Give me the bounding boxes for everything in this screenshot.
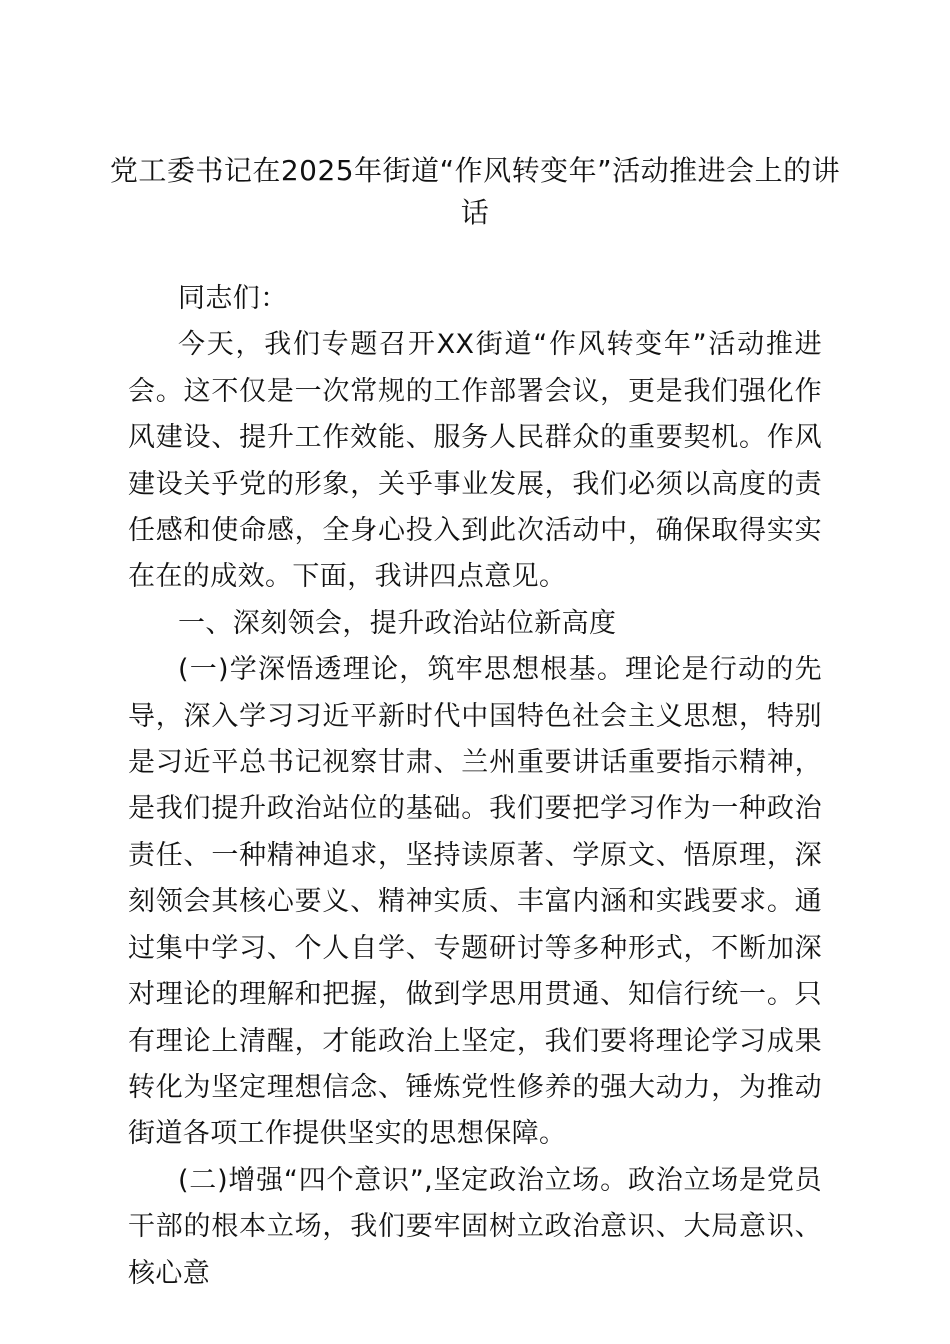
subsection-paragraph-2: (二)增强“四个意识”,坚定政治立场。政治立场是党员干部的根本立场，我们要牢固树立政治意识、大局意识、核心意 xyxy=(128,1164,822,1289)
salutation-paragraph: 同志们： xyxy=(178,283,288,314)
subsection-paragraph-1: (一)学深悟透理论，筑牢思想根基。理论是行动的先导，深入学习习近平新时代中国特色社会主义思想，特别是习近平总书记视察甘肃、兰州重要讲话重要指示精神，是我们提升政治站位的基础。我们要把学习作为一种政治责任、一种精神追求，坚持读原著、学原文、悟原理，深刻领会其核心要义、精神实质、丰富内涵和实践要求。通过集中学习、个人自学、专题研讨等多种形式，不断加深对理论的理解和把握，做到学思用贯通、知信行统一。只有理论上清醒，才能政治上坚定，我们要将理论学习成果转化为坚定理想信念、锤炼党性修养的强大动力，为推动街道各项工作提供坚实的思想保障。 xyxy=(128,654,822,1150)
document-title: 党工委书记在2025年街道“作风转变年”活动推进会上的讲话 xyxy=(109,154,841,229)
document-body xyxy=(128,276,822,1297)
section-heading: 一、深刻领会，提升政治站位新高度 xyxy=(178,607,617,639)
intro-paragraph: 今天，我们专题召开XX街道“作风转变年”活动推进会。这不仅是一次常规的工作部署会议，更是我们强化作风建设、提升工作效能、服务人民群众的重要契机。作风建设关乎党的形象，关乎事业发展，我们必须以高度的责任感和使命感，全身心投入到此次活动中，确保取得实实在在的成效。下面，我讲四点意见。 xyxy=(128,329,822,593)
